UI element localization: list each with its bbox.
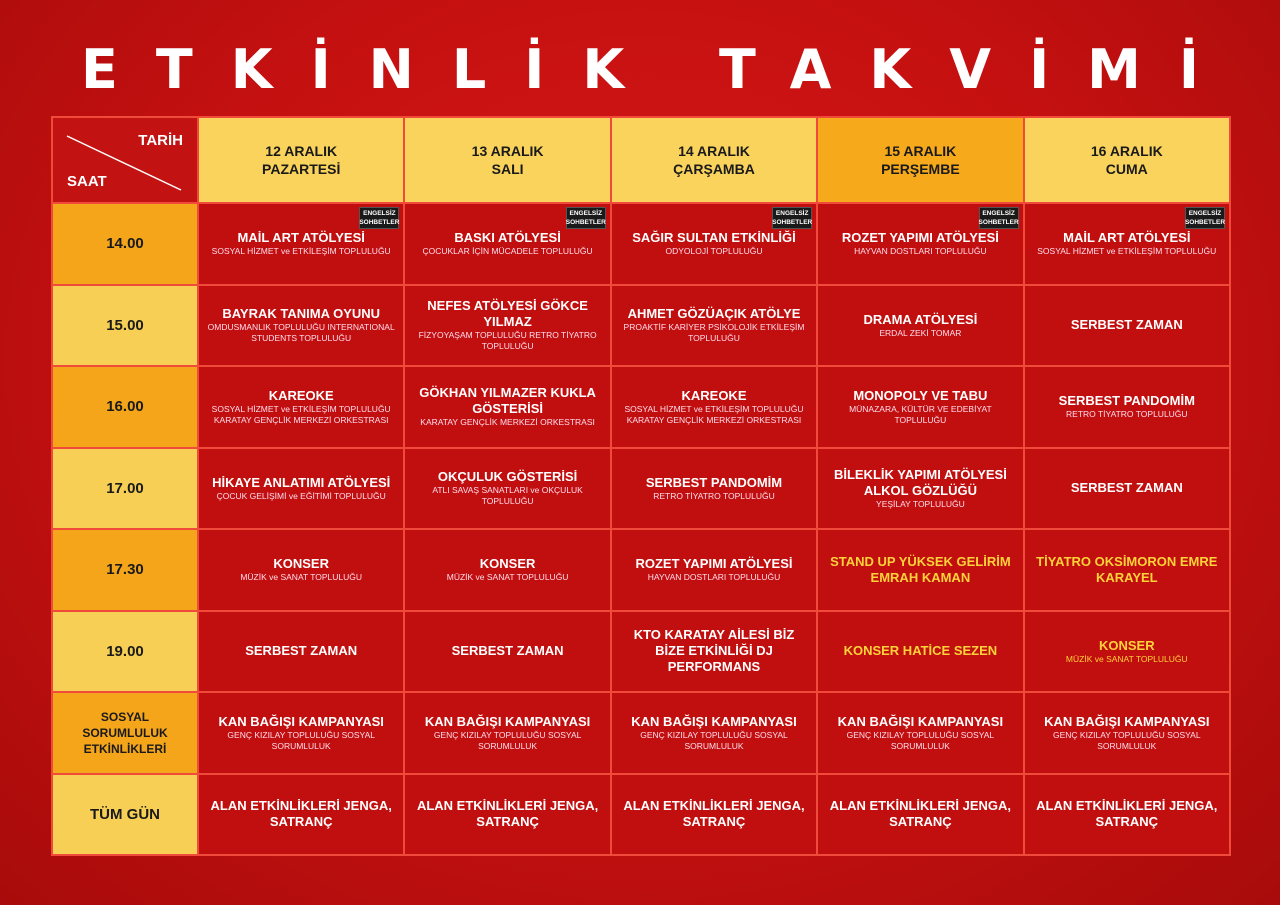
time-slot [53,693,197,773]
time-label: TÜM GÜN [90,805,160,823]
event-organizer: MÜZİK ve SANAT TOPLULUĞU [240,572,363,583]
event-cell [612,286,816,366]
time-slot [53,449,197,529]
event-organizer: ÇOCUKLAR İÇİN MÜCADELE TOPLULUĞU [422,246,593,257]
event-cell [405,693,609,773]
event-organizer: SOSYAL HİZMET ve ETKİLEŞİM TOPLULUĞU [1037,246,1217,257]
corner-header [53,118,197,202]
event-organizer: HAYVAN DOSTLARI TOPLULUĞU [854,246,987,257]
event-title: ALAN ETKİNLİKLERİ JENGA, SATRANÇ [210,798,392,830]
logo-line: ENGELSİZ [1188,210,1222,217]
logo-line: SOHBETLER [772,219,813,226]
logo-line: SOHBETLER [359,219,400,226]
event-organizer: SOSYAL HİZMET ve ETKİLEŞİM TOPLULUĞU KARATAY GENÇLİK MERKEZİ ORKESTRASI [211,403,391,425]
event-cell [405,530,609,610]
event-title: SERBEST ZAMAN [451,643,564,659]
event-title: SERBEST ZAMAN [1070,480,1183,496]
event-title: ALAN ETKİNLİKLERİ JENGA, SATRANÇ [1036,798,1218,830]
event-organizer: HAYVAN DOSTLARI TOPLULUĞU [647,572,781,583]
event-cell [818,775,1022,855]
engelsiz-sohbetler-logo [566,207,606,229]
event-organizer: GENÇ KIZILAY TOPLULUĞU SOSYAL SORUMLULUK [1053,729,1201,751]
day-header [818,118,1022,202]
event-title: ROZET YAPIMI ATÖLYESİ [841,230,999,246]
event-title: STAND UP YÜKSEK GELİRİM EMRAH KAMAN [830,553,1011,585]
engelsiz-sohbetler-logo [772,207,812,229]
event-title: KAN BAĞIŞI KAMPANYASI [631,713,797,729]
event-organizer: GENÇ KIZILAY TOPLULUĞU SOSYAL SORUMLULUK [640,729,788,751]
event-cell [405,286,609,366]
event-cell [1025,449,1229,529]
event-title: KONSER HATİCE SEZEN [843,643,998,659]
event-title: KAN BAĞIŞI KAMPANYASI [218,713,384,729]
event-cell [818,286,1022,366]
event-title: SAĞIR SULTAN ETKİNLİĞİ [632,230,796,246]
engelsiz-sohbetler-logo [1185,207,1225,229]
time-label: 14.00 [106,235,144,253]
event-organizer: MÜNAZARA, KÜLTÜR VE EDEBİYAT TOPLULUĞU [849,403,992,425]
event-title: KAREOKE [681,387,747,403]
logo-line: SOHBETLER [1184,219,1226,226]
time-label: 17.30 [106,561,144,579]
event-cell [612,367,816,447]
event-cell [1025,530,1229,610]
event-organizer: SOSYAL HİZMET ve ETKİLEŞİM TOPLULUĞU [211,246,391,257]
event-title: HİKAYE ANLATIMI ATÖLYESİ [212,474,391,490]
event-cell [612,612,816,692]
event-cell [818,612,1022,692]
day-header [612,118,816,202]
day-date: 16 ARALIK [1090,143,1163,159]
event-title: AHMET GÖZÜAÇIK ATÖLYE [627,306,801,322]
day-header [199,118,403,202]
event-title: ROZET YAPIMI ATÖLYESİ [635,556,793,572]
day-header [1025,118,1229,202]
event-title: KAREOKE [268,387,334,403]
event-organizer: ODYOLOJİ TOPLULUĞU [665,246,763,257]
event-cell [1025,693,1229,773]
event-cell [199,367,403,447]
event-cell [818,204,1022,284]
event-organizer: MÜZİK ve SANAT TOPLULUĞU [1065,653,1188,664]
event-title: KONSER [1098,637,1155,653]
event-title: BİLEKLİK YAPIMI ATÖLYESİ ALKOL GÖZLÜĞÜ [833,466,1007,498]
event-cell [199,204,403,284]
event-cell [405,204,609,284]
event-cell [405,449,609,529]
event-title: NEFES ATÖLYESİ GÖKCE YILMAZ [427,298,588,330]
event-cell [818,367,1022,447]
event-organizer: FİZYOYAŞAM TOPLULUĞU RETRO TİYATRO TOPLULUĞU [418,330,597,352]
time-label: 19.00 [106,642,144,660]
day-name: PAZARTESİ [262,161,341,177]
event-cell [612,693,816,773]
day-name: ÇARŞAMBA [673,161,755,177]
logo-line: SOHBETLER [978,219,1019,226]
time-slot [53,530,197,610]
event-cell [199,449,403,529]
event-title: KONSER [273,556,329,572]
time-label: SOSYAL SORUMLULUK ETKİNLİKLERİ [82,709,168,756]
event-organizer: MÜZİK ve SANAT TOPLULUĞU [446,572,569,583]
event-organizer: KARATAY GENÇLİK MERKEZİ ORKESTRASI [420,417,595,428]
event-cell [1025,204,1229,284]
logo-line: ENGELSİZ [775,210,809,217]
event-title: GÖKHAN YILMAZER KUKLA GÖSTERİSİ [419,385,596,417]
event-organizer: ATLI SAVAŞ SANATLARI ve OKÇULUK TOPLULUĞU [432,485,583,507]
time-slot [53,612,197,692]
event-organizer: ÇOCUK GELİŞİMİ ve EĞİTİMİ TOPLULUĞU [216,490,386,501]
time-slot [53,775,197,855]
event-title: ALAN ETKİNLİKLERİ JENGA, SATRANÇ [416,798,599,830]
time-slot [53,204,197,284]
schedule-table [51,116,1231,856]
event-organizer: PROAKTİF KARİYER PSİKOLOJİK ETKİLEŞİM TOPLULUĞU [623,322,805,344]
event-cell [199,775,403,855]
event-organizer: ERDAL ZEKİ TOMAR [879,327,962,338]
event-cell [818,693,1022,773]
event-cell [199,286,403,366]
event-title: BAYRAK TANIMA OYUNU [222,306,381,322]
event-cell [199,612,403,692]
page-title: ETKİNLİK TAKVİMİ [81,38,1237,101]
logo-line: ENGELSİZ [569,210,603,217]
event-title: KAN BAĞIŞI KAMPANYASI [837,713,1004,729]
event-cell [612,530,816,610]
time-slot [53,367,197,447]
event-cell [405,775,609,855]
time-label: 16.00 [106,398,144,416]
logo-line: ENGELSİZ [982,210,1015,217]
event-cell [1025,286,1229,366]
day-name: PERŞEMBE [881,161,960,177]
event-title: SERBEST ZAMAN [245,643,358,659]
day-date: 15 ARALIK [884,143,957,159]
logo-line: ENGELSİZ [363,210,396,217]
event-title: BASKI ATÖLYESİ [454,230,561,246]
event-title: MAİL ART ATÖLYESİ [1063,230,1191,246]
event-cell [199,530,403,610]
event-title: ALAN ETKİNLİKLERİ JENGA, SATRANÇ [829,798,1012,830]
day-name: SALI [491,161,524,177]
event-cell [818,449,1022,529]
logo-line: SOHBETLER [565,219,606,226]
event-title: KONSER [479,556,536,572]
event-cell [1025,775,1229,855]
event-cell [1025,612,1229,692]
day-date: 14 ARALIK [678,143,750,159]
event-organizer: OMDUSMANLIK TOPLULUĞU INTERNATIONAL STUDENTS TOPLULUĞU [207,322,395,344]
event-organizer: RETRO TİYATRO TOPLULUĞU [1066,409,1188,420]
date-axis-label: TARİH [138,132,183,149]
event-cell [405,612,609,692]
event-title: TİYATRO OKSİMORON EMRE KARAYEL [1036,553,1218,585]
time-axis-label: SAAT [67,173,107,190]
day-name: CUMA [1105,161,1148,177]
event-cell [612,204,816,284]
event-cell [612,775,816,855]
event-title: SERBEST PANDOMİM [645,474,783,490]
day-header [405,118,609,202]
event-title: KAN BAĞIŞI KAMPANYASI [424,713,591,729]
event-title: MONOPOLY VE TABU [853,387,988,403]
event-title: DRAMA ATÖLYESİ [863,311,978,327]
event-organizer: RETRO TİYATRO TOPLULUĞU [653,490,775,501]
engelsiz-sohbetler-logo [359,207,399,229]
engelsiz-sohbetler-logo [979,207,1019,229]
event-cell [199,693,403,773]
event-organizer: GENÇ KIZILAY TOPLULUĞU SOSYAL SORUMLULUK [227,729,375,751]
time-label: 15.00 [106,316,144,334]
event-title: KTO KARATAY AİLESİ BİZ BİZE ETKİNLİĞİ DJ PERFORMANS [633,627,795,675]
event-organizer: YEŞİLAY TOPLULUĞU [876,498,965,509]
event-cell [1025,367,1229,447]
event-cell [818,530,1022,610]
event-title: MAİL ART ATÖLYESİ [237,230,365,246]
day-date: 13 ARALIK [471,143,544,159]
event-cell [405,367,609,447]
event-cell [612,449,816,529]
day-date: 12 ARALIK [265,143,338,159]
time-label: 17.00 [106,479,144,497]
event-title: KAN BAĞIŞI KAMPANYASI [1044,713,1210,729]
event-title: OKÇULUK GÖSTERİSİ [437,469,578,485]
event-organizer: GENÇ KIZILAY TOPLULUĞU SOSYAL SORUMLULUK [433,729,582,751]
event-title: SERBEST PANDOMİM [1058,393,1195,409]
time-slot [53,286,197,366]
event-title: ALAN ETKİNLİKLERİ JENGA, SATRANÇ [623,798,805,830]
event-organizer: GENÇ KIZILAY TOPLULUĞU SOSYAL SORUMLULUK [846,729,995,751]
event-organizer: SOSYAL HİZMET ve ETKİLEŞİM TOPLULUĞU KARATAY GENÇLİK MERKEZİ ORKESTRASI [624,403,804,425]
event-title: SERBEST ZAMAN [1070,317,1183,333]
